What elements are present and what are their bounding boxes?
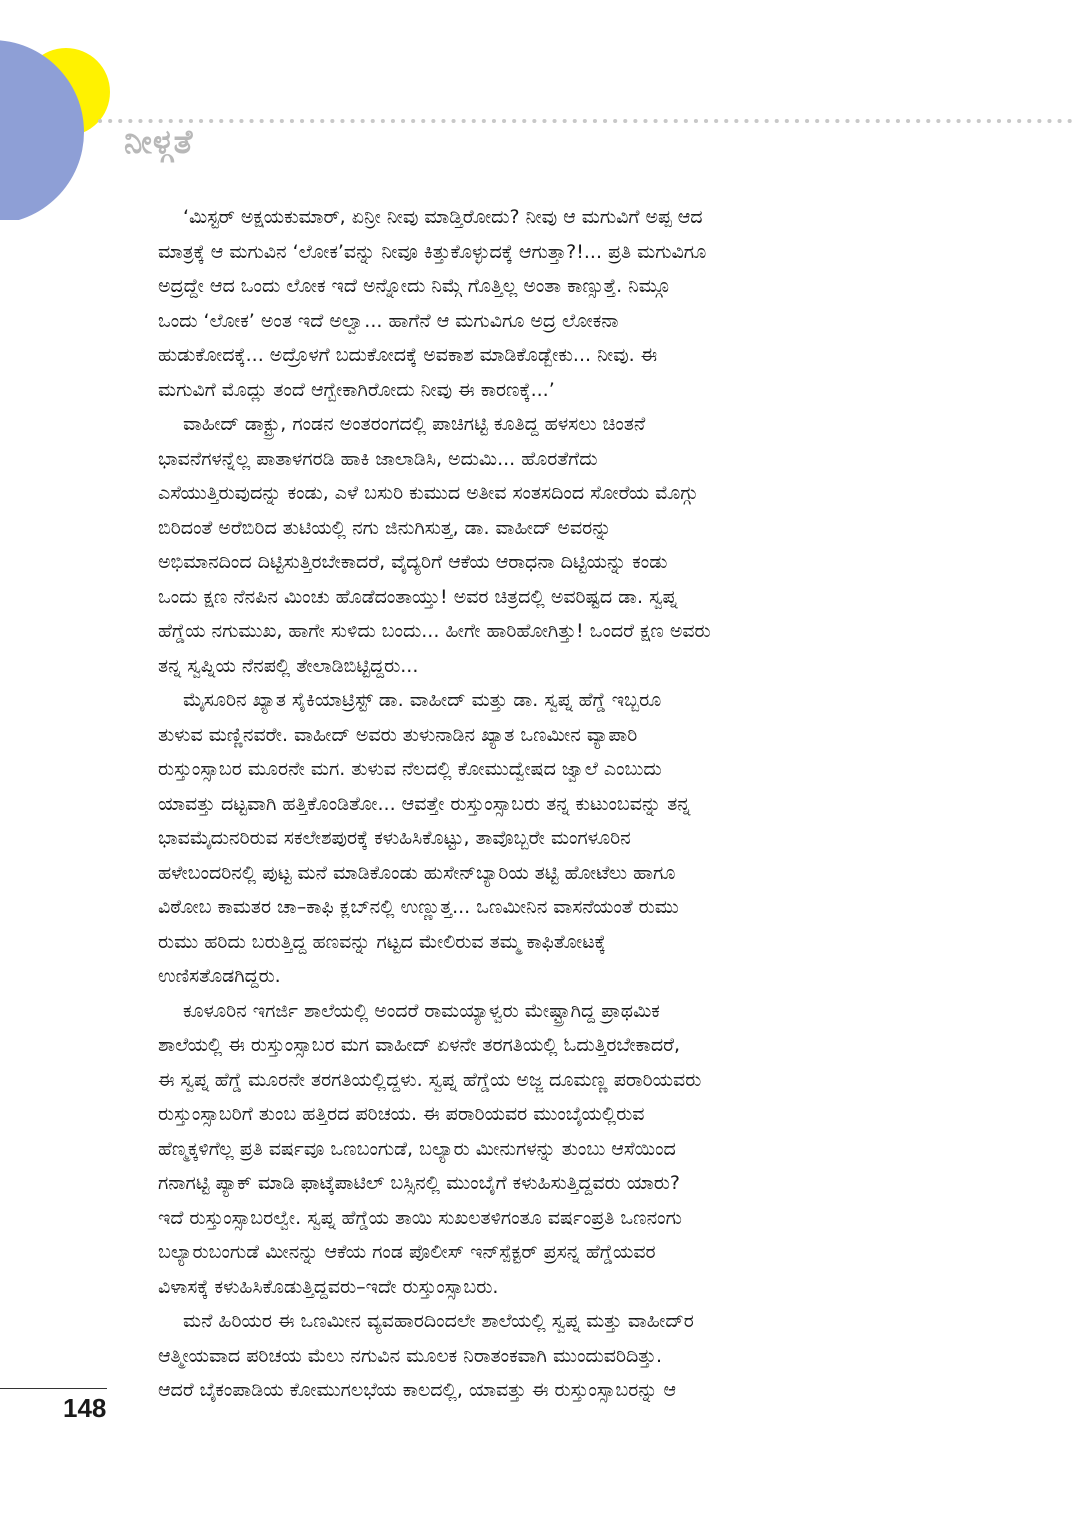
text-line: ಈ ಸ್ವಪ್ನ ಹೆಗ್ಡೆ ಮೂರನೇ ತರಗತಿಯಲ್ಲಿದ್ದಳು. ಸ್ವಪ್ನ ಹೆಗ್ಡೆಯ ಅಜ್ಜ ದೂಮಣ್ಣ ಪರಾರಿಯವರು: [158, 1068, 702, 1091]
text-line: ಇದೆ ರುಸ್ತುಂಸ್ಸಾಬರಲ್ವೇ. ಸ್ವಪ್ನ ಹೆಗ್ಡೆಯ ತಾಯಿ ಸುಖಲತಳಿಗಂತೂ ವರ್ಷಂಪ್ರತಿ ಒಣನಂಗು: [158, 1206, 682, 1229]
text-line: ಹೆಣ್ಮಕ್ಕಳಿಗೆಲ್ಲ ಪ್ರತಿ ವರ್ಷವೂ ಒಣಬಂಗುಡೆ, ಬಲ್ಯಾರು ಮೀನುಗಳನ್ನು ತುಂಬು ಆಸೆಯಿಂದ: [158, 1137, 676, 1160]
text-line: ವಿಠೋಬ ಕಾಮತರ ಚಾ–ಕಾಫಿ ಕ್ಲಬ್‌ನಲ್ಲಿ ಉಣ್ಣುತ್ತ... ಒಣಮೀನಿನ ವಾಸನೆಯಂತೆ ರುಮು: [158, 896, 679, 918]
text-line: ಭಾವನೆಗಳನ್ನೆಲ್ಲ ಪಾತಾಳಗರಡಿ ಹಾಕಿ ಜಾಲಾಡಿಸಿ, ಅದುಮಿ... ಹೊರತೆಗೆದು: [158, 447, 598, 470]
text-line: ಯಾವತ್ತು ದಟ್ಟವಾಗಿ ಹತ್ತಿಕೊಂಡಿತೋ... ಆವತ್ತೇ ರುಸ್ತುಂಸ್ಸಾಬರು ತನ್ನ ಕುಟುಂಬವನ್ನು ತನ್ನ: [158, 792, 691, 815]
text-line: ಮಾತ್ರಕ್ಕೆ ಆ ಮಗುವಿನ ‘ಲೋಕ’ವನ್ನು ನೀವೂ ಕಿತ್ತುಕೊಳ್ಳುದಕ್ಕೆ ಆಗುತ್ತಾ?!... ಪ್ರತಿ ಮಗುವಿಗೂ: [158, 240, 707, 263]
text-line: ಅದ್ರದ್ದೇ ಆದ ಒಂದು ಲೋಕ ಇದೆ ಅನ್ನೋದು ನಿಮ್ಗೆ ಗೊತ್ತಿಲ್ಲ ಅಂತಾ ಕಾಣ್ಸುತ್ತೆ. ನಿಮ್ಗೂ: [158, 275, 671, 297]
text-line: ಮೈಸೂರಿನ ಖ್ಯಾತ ಸೈಕಿಯಾಟ್ರಿಸ್ಟ್ ಡಾ. ವಾಹೀದ್ ಮತ್ತು ಡಾ. ಸ್ವಪ್ನ ಹೆಗ್ಡೆ ಇಬ್ಬರೂ: [183, 689, 662, 711]
text-line: ಆತ್ಮೀಯವಾದ ಪರಿಚಯ ಮೆಲು ನಗುವಿನ ಮೂಲಕ ನಿರಾತಂಕವಾಗಿ ಮುಂದುವರಿದಿತ್ತು.: [158, 1344, 663, 1367]
text-line: ಶಾಲೆಯಲ್ಲಿ ಈ ರುಸ್ತುಂಸ್ಸಾಬರ ಮಗ ವಾಹೀದ್ ಏಳನೇ ತರಗತಿಯಲ್ಲಿ ಓದುತ್ತಿರಬೇಕಾದರೆ,: [158, 1034, 681, 1056]
text-line: ಒಂದು ‘ಲೋಕ’ ಅಂತ ಇದೆ ಅಲ್ವಾ... ಹಾಗೆನೆ ಆ ಮಗುವಿಗೂ ಅದ್ರ ಲೋಕನಾ: [158, 309, 619, 332]
header-decoration: [0, 0, 1072, 220]
section-title: ನೀಳ್ಗತೆ: [124, 122, 194, 161]
text-line: ‘ಮಿಸ್ಟರ್ ಅಕ್ಷಯಕುಮಾರ್, ಏನ್ರೀ ನೀವು ಮಾಡ್ತಿರೋದು? ನೀವು ಆ ಮಗುವಿಗೆ ಅಪ್ಪ ಆದ: [183, 206, 703, 228]
text-line: ವಿಳಾಸಕ್ಕೆ ಕಳುಹಿಸಿಕೊಡುತ್ತಿದ್ದವರು–ಇದೇ ರುಸ್ತುಂಸ್ಸಾಬರು.: [158, 1275, 499, 1298]
text-line: ತನ್ನ ಸ್ವಪ್ನಿಯ ನೆನಪಲ್ಲಿ ತೇಲಾಡಿಬಿಟ್ಟಿದ್ದರು...: [158, 654, 419, 677]
text-line: ಹಳೇಬಂದರಿನಲ್ಲಿ ಪುಟ್ಟ ಮನೆ ಮಾಡಿಕೊಂಡು ಹುಸೇನ್‌ಬ್ಯಾರಿಯ ತಟ್ಟಿ ಹೋಟೆಲು ಹಾಗೂ: [158, 861, 676, 884]
text-line: ಆದರೆ ಬೈಕಂಪಾಡಿಯ ಕೋಮುಗಲಭೆಯ ಕಾಲದಲ್ಲಿ, ಯಾವತ್ತು ಈ ರುಸ್ತುಂಸ್ಸಾಬರನ್ನು ಆ: [158, 1379, 677, 1401]
page-number: 148: [63, 1393, 107, 1423]
text-line: ಉಣಿಸತೊಡಗಿದ್ದರು.: [158, 965, 281, 987]
text-line: ತುಳುವ ಮಣ್ಣಿನವರೇ. ವಾಹೀದ್ ಅವರು ತುಳುನಾಡಿನ ಖ್ಯಾತ ಒಣಮೀನ ವ್ಯಾಪಾರಿ: [158, 723, 638, 746]
footer-rule: [0, 1388, 107, 1389]
text-line: ಮಗುವಿಗೆ ಮೊದ್ಲು ತಂದೆ ಆಗ್ಬೇಕಾಗಿರೋದು ನೀವು ಈ ಕಾರಣಕ್ಕೆ...’: [158, 378, 555, 401]
text-line: ರುಮು ಹರಿದು ಬರುತ್ತಿದ್ದ ಹಣವನ್ನು ಗಟ್ಟದ ಮೇಲಿರುವ ತಮ್ಮ ಕಾಫಿತೋಟಕ್ಕೆ: [158, 930, 606, 953]
text-line: ಗನಾಗಟ್ಟಿ ಪ್ಯಾಕ್ ಮಾಡಿ ಫಾಟ್ಕೆಪಾಟಿಲ್ ಬಸ್ಸಿನಲ್ಲಿ ಮುಂಬೈಗೆ ಕಳುಹಿಸುತ್ತಿದ್ದವರು ಯಾರು?: [158, 1172, 681, 1194]
text-line: ಮನೆ ಹಿರಿಯರ ಈ ಒಣಮೀನ ವ್ಯವಹಾರದಿಂದಲೇ ಶಾಲೆಯಲ್ಲಿ ಸ್ವಪ್ನ ಮತ್ತು ವಾಹೀದ್‌ರ: [183, 1310, 694, 1332]
text-line: ಅಭಿಮಾನದಿಂದ ದಿಟ್ಟಿಸುತ್ತಿರಬೇಕಾದರೆ, ವೈದ್ಯರಿಗೆ ಆಕೆಯ ಆರಾಧನಾ ದಿಟ್ಟಿಯನ್ನು ಕಂಡು: [158, 551, 668, 573]
text-line: ಹೆಗ್ಡೆಯ ನಗುಮುಖ, ಹಾಗೇ ಸುಳಿದು ಬಂದು... ಹೀಗೇ ಹಾರಿಹೋಗಿತ್ತು! ಒಂದರೆ ಕ್ಷಣ ಅವರು: [158, 620, 711, 642]
text-line: ಒಂದು ಕ್ಷಣ ನೆನಪಿನ ಮಿಂಚು ಹೊಡೆದಂತಾಯ್ತು! ಅವರ ಚಿತ್ರದಲ್ಲಿ ಅವರಿಷ್ಟದ ಡಾ. ಸ್ವಪ್ನ: [158, 585, 678, 608]
text-line: ಹುಡುಕೋದಕ್ಕೆ... ಅದ್ರೊಳಗೆ ಬದುಕೋದಕ್ಕೆ ಅವಕಾಶ ಮಾಡಿಕೊಡ್ಬೇಕು... ನೀವು. ಈ: [158, 344, 658, 366]
text-line: ಕೂಳೂರಿನ ಇಗರ್ಜಿ ಶಾಲೆಯಲ್ಲಿ ಅಂದರೆ ರಾಮಯ್ಯಾಳ್ವರು ಮೇಷ್ಟ್ರಾಗಿದ್ದ ಪ್ರಾಥಮಿಕ: [183, 999, 660, 1022]
text-line: ಬಲ್ಯಾರುಬಂಗುಡೆ ಮೀನನ್ನು ಆಕೆಯ ಗಂಡ ಪೊಲೀಸ್ ಇನ್‌ಸ್ಪೆಕ್ಟರ್ ಪ್ರಸನ್ನ ಹೆಗ್ಡೆಯವರ: [158, 1241, 656, 1263]
text-line: ವಾಹೀದ್ ಡಾಕ್ಟ್ರು, ಗಂಡನ ಅಂತರಂಗದಲ್ಲಿ ಪಾಚಿಗಟ್ಟಿ ಕೂತಿದ್ದ ಹಳಸಲು ಚಿಂತನೆ: [183, 413, 646, 435]
text-line: ರುಸ್ತುಂಸ್ಸಾಬರಿಗೆ ತುಂಬ ಹತ್ತಿರದ ಪರಿಚಯ. ಈ ಪರಾರಿಯವರ ಮುಂಬೈಯಲ್ಲಿರುವ: [158, 1103, 645, 1125]
text-line: ರುಸ್ತುಂಸ್ಸಾಬರ ಮೂರನೇ ಮಗ. ತುಳುವ ನೆಲದಲ್ಲಿ ಕೋಮುದ್ವೇಷದ ಜ್ವಾಲೆ ಎಂಬುದು: [158, 758, 662, 780]
text-line: ಬಿರಿದಂತೆ ಅರೆಬಿರಿದ ತುಟಿಯಲ್ಲಿ ನಗು ಜಿನುಗಿಸುತ್ತ, ಡಾ. ವಾಹೀದ್ ಅವರನ್ನು: [158, 516, 612, 539]
text-line: ಎಸೆಯುತ್ತಿರುವುದನ್ನು ಕಂಡು, ಎಳೆ ಬಸುರಿ ಕುಮುದ ಅತೀವ ಸಂತಸದಿಂದ ಸೋರೆಯ ಮೊಗ್ಗು: [158, 482, 698, 504]
story-text: [158, 200, 914, 1408]
text-line: ಭಾವಮೈದುನರಿರುವ ಸಕಲೇಶಪುರಕ್ಕೆ ಕಳುಹಿಸಿಕೊಟ್ಟು, ತಾವೊಬ್ಬರೇ ಮಂಗಳೂರಿನ: [158, 827, 631, 849]
